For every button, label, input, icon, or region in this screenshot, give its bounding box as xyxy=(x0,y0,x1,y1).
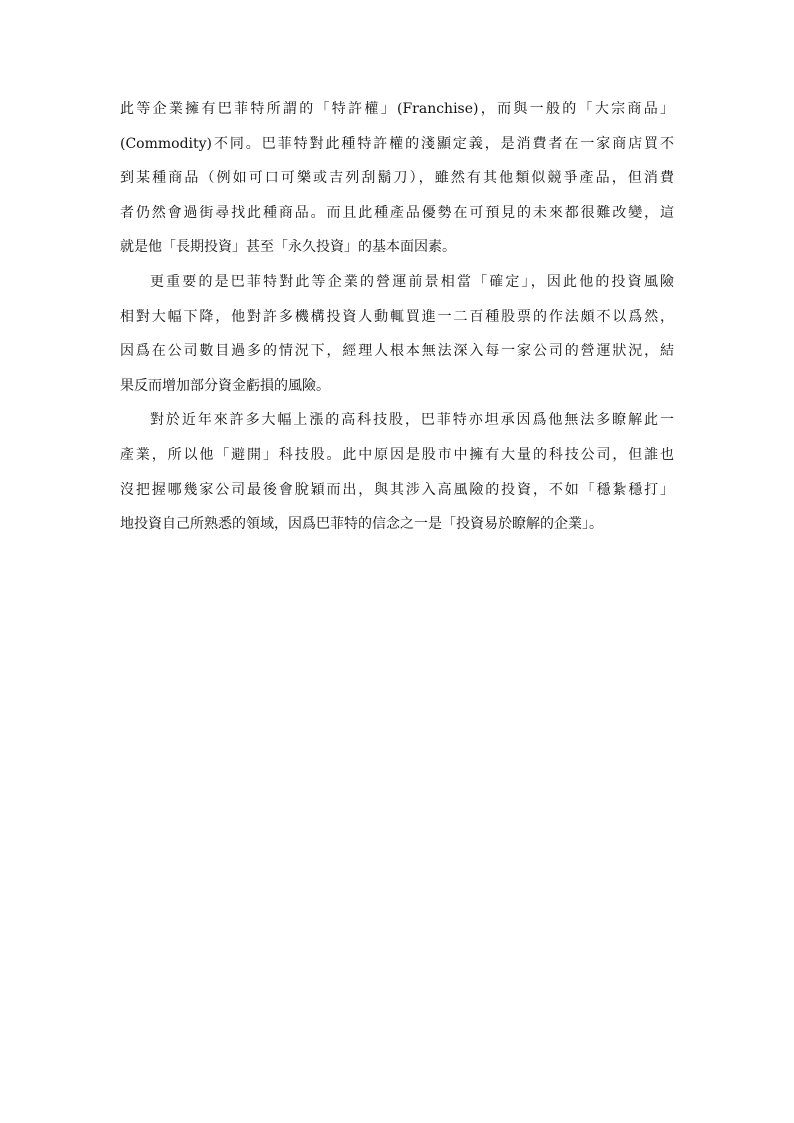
document-body xyxy=(120,92,674,542)
paragraph-franchise xyxy=(120,92,674,265)
paragraph-tech-stocks xyxy=(120,403,674,541)
paragraph-line: 相對大幅下降，他對許多機構投資人動輒買進一二百種股票的作法頗不以爲然， xyxy=(120,308,674,325)
paragraph-line: 產業，所以他「避開」科技股。此中原因是股市中擁有大量的科技公司，但誰也 xyxy=(120,446,674,463)
paragraph-line: 沒把握哪幾家公司最後會脫穎而出，與其涉入高風險的投資，不如「穩紮穩打」 xyxy=(120,481,674,498)
paragraph-line: 此等企業擁有巴菲特所謂的「特許權」(Franchise)，而與一般的「大宗商品」 xyxy=(120,101,674,117)
paragraph-risk xyxy=(120,265,674,403)
paragraph-line: (Commodity)不同。巴菲特對此種特許權的淺顯定義，是消費者在一家商店買不 xyxy=(120,135,674,152)
paragraph-line: 因爲在公司數目過多的情況下，經理人根本無法深入每一家公司的營運狀況，結 xyxy=(120,343,674,360)
paragraph-line: 就是他「長期投資」甚至「永久投資」的基本面因素。 xyxy=(120,239,456,256)
paragraph-line: 地投資自己所熟悉的領域，因爲巴菲特的信念之一是「投資易於瞭解的企業」。 xyxy=(120,516,603,533)
paragraph-line: 者仍然會過街尋找此種商品。而且此種產品優勢在可預見的未來都很難改變，這 xyxy=(120,204,674,221)
paragraph-line: 對於近年來許多大幅上漲的高科技股，巴菲特亦坦承因爲他無法多瞭解此一 xyxy=(150,412,674,429)
paragraph-line: 到某種商品（例如可口可樂或吉列刮鬍刀），雖然有其他類似競爭產品，但消費 xyxy=(120,170,674,187)
paragraph-line: 更重要的是巴菲特對此等企業的營運前景相當「確定」，因此他的投資風險 xyxy=(150,273,674,290)
paragraph-line: 果反而增加部分資金虧損的風險。 xyxy=(120,377,330,394)
